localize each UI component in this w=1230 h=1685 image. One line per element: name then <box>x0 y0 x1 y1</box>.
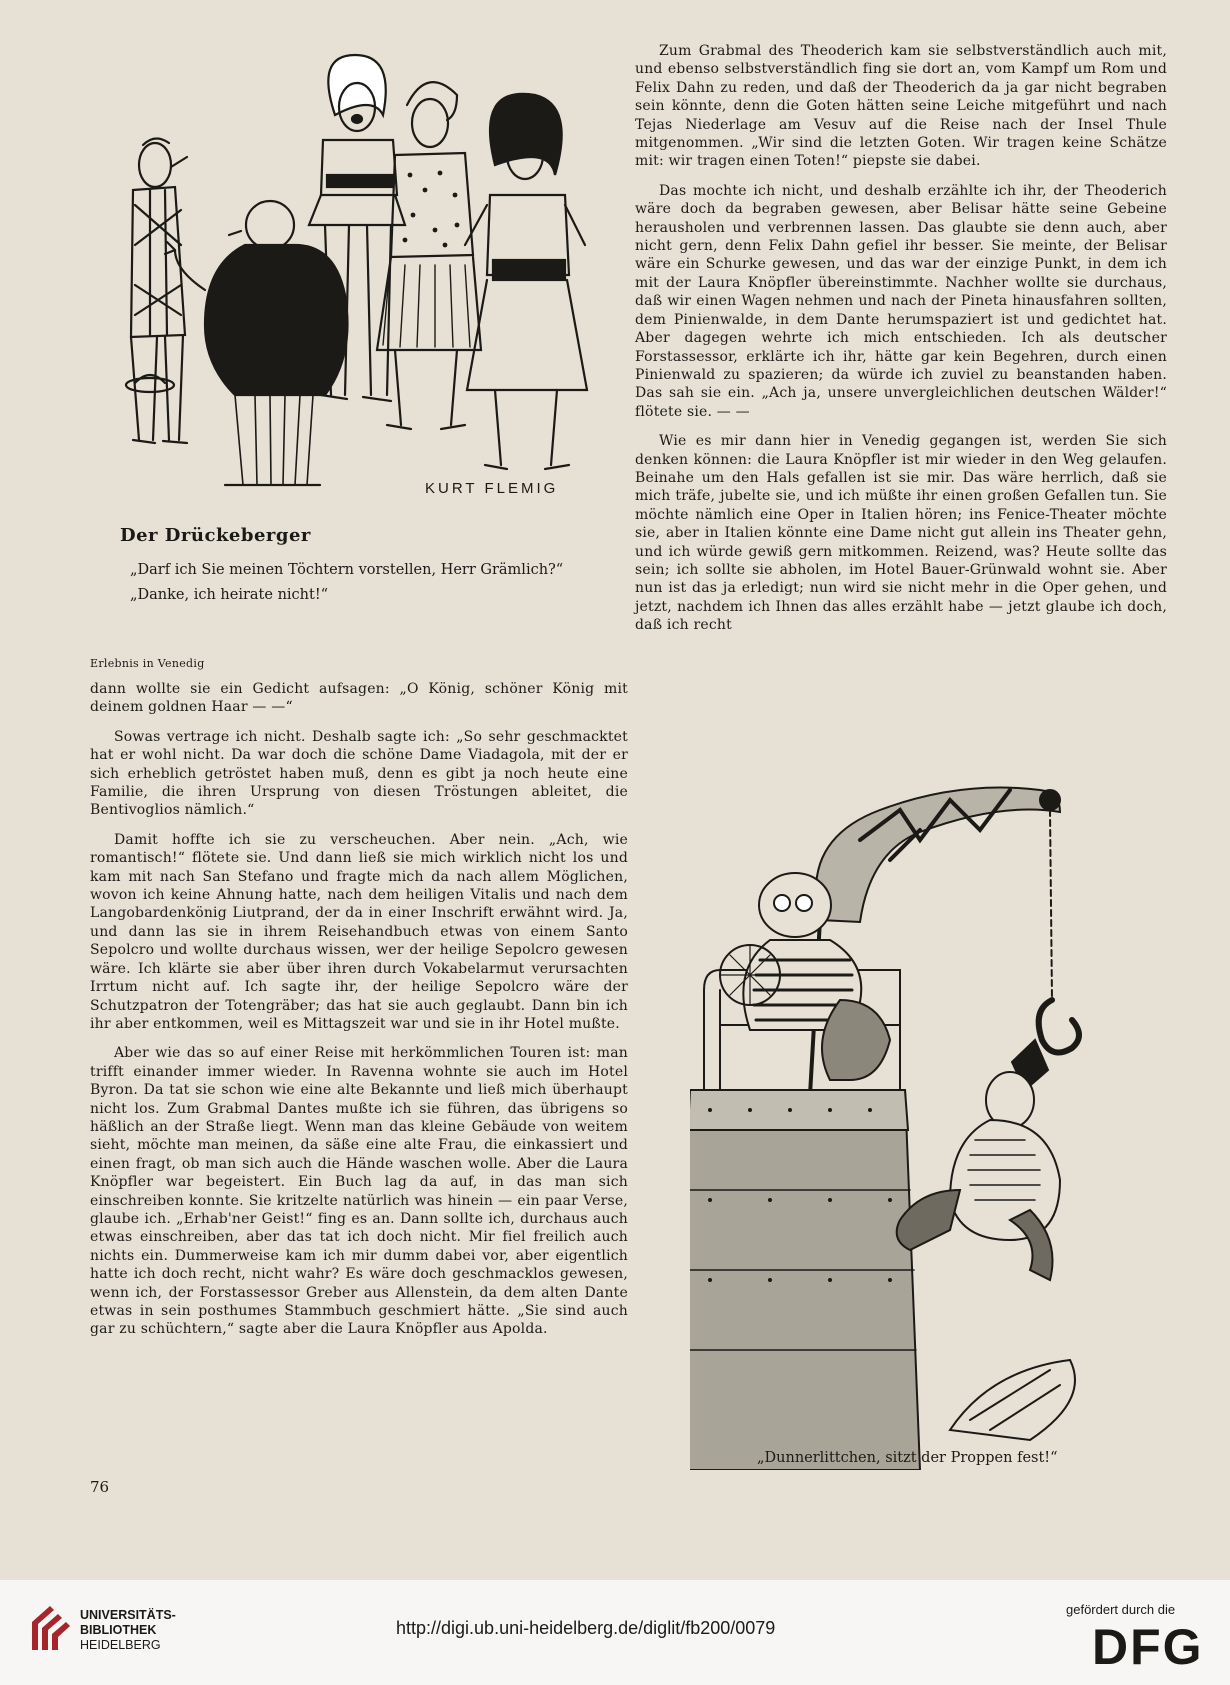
footer-bar <box>0 1580 1230 1685</box>
cartoon-drueckeberger <box>95 45 610 510</box>
cartoon-quote-1: „Darf ich Sie meinen Töchtern vorstellen, Herr Grämlich?“ <box>130 562 564 578</box>
crane-caption: „Dunnerlittchen, sitzt der Proppen fest!“ <box>757 1450 1058 1466</box>
right-column <box>635 42 1167 646</box>
left-paragraph: Sowas vertrage ich nicht. Deshalb sagte ich: „So sehr geschmacktet hat er wohl nicht. Da war doch die schöne Dame Viadagola, mit der er sich erheblich getröstet haben muß, denn es gibt ja noch heute eine Familie, die ihren Ursprung von diesen Tröstungen ableitet, die Bentivoglios nämlich.“ <box>90 728 628 819</box>
dfg-logo: DFG <box>1092 1619 1204 1675</box>
cartoon-crane <box>690 770 1170 1470</box>
library-name-line-2: BIBLIOTHEK <box>80 1623 157 1637</box>
left-paragraph: Damit hoffte ich sie zu verscheuchen. Aber nein. „Ach, wie romantisch!“ flötete sie. Und dann ließ sie mich wirklich nicht los und kam mit nach San Stefano und fragte mich da nach allem Möglichen, wovon ich keine Ahnung hatte, nach dem heiligen Vitalis und nach dem Langobardenkönig Liutprand, der da in einer Inschrift erwähnt wird. Ja, und dann las sie in ihrem Reisehandbuch etwas von einem Santo Sepolcro und wollte durchaus wissen, wer der heilige Sepolcro gewesen wäre. Ich klärte sie aber über ihren durch Vokabelarmut verursachten Irrtum nicht auf. Ich sagte ihr, der heilige Sepolcro wäre der Schutzpatron der Totengräber; das hat sie auch geglaubt. Dann bin ich ihr aber entkommen, weil es Mittagszeit war und sie in ihr Hotel mußte. <box>90 831 628 1032</box>
left-paragraph: Aber wie das so auf einer Reise mit herkömmlichen Touren ist: man trifft einander immer wieder. In Ravenna wohnte sie auch im Hotel Byron. Da tat sie schon wie eine alte Bekannte und ließ mich überhaupt nicht los. Zum Grabmal Dantes mußte ich sie führen, das übrigens so häßlich an der Straße liegt. Wenn man das kleine Gebäude von weitem sieht, möchte man meinen, da säße eine alte Frau, die einkassiert und einen fragt, ob man sich auch die Hände waschen wolle. Aber die Laura Knöpfler war begeistert. Ein Buch lag da auf, in das man sich einschreiben konnte. Sie kritzelte natürlich was hinein — ein paar Verse, glaube ich. „Erhab'ner Geist!“ fing es an. Dann sollte ich, durchaus auch etwas einschreiben, aber das tat ich doch nicht. Mir fiel freilich auch nichts ein. Dummerweise kam ich mir dumm dabei vor, aber eigentlich hatte ich doch recht, nicht wahr? Es wäre doch geschmacklos gewesen, wenn ich, der Forstassessor Greber aus Allenstein, da dem alten Dante etwas in sein posthumes Stammbuch geschmiert hätte. „Sie sind auch gar zu schüchtern,“ sagte aber die Laura Knöpfler aus Apolda. <box>90 1045 628 1338</box>
page-number: 76 <box>90 1478 110 1496</box>
running-head: Erlebnis in Venedig <box>90 657 205 670</box>
right-paragraph: Wie es mir dann hier in Venedig gegangen ist, werden Sie sich denken können: die Laura Knöpfler ist mir wieder in den Weg gelaufen. Beinahe um den Hals gefallen ist sie mir. Das wäre herrlich, daß sie mich träfe, jubelte sie, und ich müßte ihr einen großen Gefallen tun. Sie möchte nämlich eine Oper in Italien hören; ins Fenice-Theater möchte sie, aber in Italien könnte eine Dame nicht gut allein ins Theater gehn, und ich würde gewiß gern mitkommen. Reizend, was? Heute sollte das sein; ich sollte sie abholen, im Hotel Bauer-Grünwald wohnt sie. Aber nun ist das ja erledigt; nun wird sie nicht mehr in die Oper gehen, und jetzt, nachdem ich Ihnen das alles erzählt habe — jetzt glaube ich doch, daß ich recht <box>635 433 1167 634</box>
library-name-line-1: UNIVERSITÄTS- <box>80 1608 176 1622</box>
cartoon-signature: KURT FLEMIG <box>425 480 559 497</box>
cartoon-quote-2: „Danke, ich heirate nicht!“ <box>130 587 329 603</box>
digital-copy-link[interactable]: http://digi.ub.uni-heidelberg.de/diglit/fb200/0079 <box>396 1618 776 1638</box>
cartoon-title: Der Drückeberger <box>120 525 311 546</box>
library-logo-icon <box>28 1602 74 1654</box>
right-paragraph: Das mochte ich nicht, und deshalb erzählte ich ihr, der Theoderich wäre doch da begraben gewesen, aber Belisar hätte seine Gebeine herausholen und verbrennen lassen. Das glaubte sie denn auch, aber nicht gern, denn Felix Dahn gefiel ihr besser. Sie meinte, der Belisar wäre ein Schurke gewesen, und das war der einzige Punkt, in dem ich mit der Laura Knöpfler übereinstimmte. Nachher wollte sie durchaus, daß wir einen Wagen nehmen und nach der Pineta hinausfahren sollten, dem Pinienwalde, in dem Dante herumspaziert ist und gedichtet hat. Aber dagegen wehrte ich mich entschieden. Ich als deutscher Forstassessor, erklärte ich ihr, hätte gar kein Begehren, durch einen Pinienwald zu spazieren; da würde ich zuviel zu beanstanden haben. Das sah sie ein. „Ach ja, unsere unvergleichlichen deutschen Wälder!“ flötete sie. — — <box>635 182 1167 420</box>
right-paragraph: Zum Grabmal des Theoderich kam sie selbstverständlich auch mit, und ebenso selbstverständlich fing sie dort an, vom Kampf um Rom und Felix Dahn zu reden, und daß der Theoderich da ja gar nicht begraben sein könnte, denn die Goten hätten seine Leiche mitgeführt und nach Tejas Niederlage am Vesuv auf die Reise nach der Insel Thule mitgenommen. „Wir sind die letzten Goten. Wir tragen keine Schätze mit: wir tragen einen Toten!“ piepste sie dabei. <box>635 43 1167 170</box>
funding-note: gefördert durch die <box>1066 1602 1176 1617</box>
left-paragraph: dann wollte sie ein Gedicht aufsagen: „O König, schöner König mit deinem goldnen Haar — —“ <box>90 681 628 716</box>
library-name-line-3: HEIDELBERG <box>80 1638 161 1652</box>
left-column <box>90 680 628 1350</box>
